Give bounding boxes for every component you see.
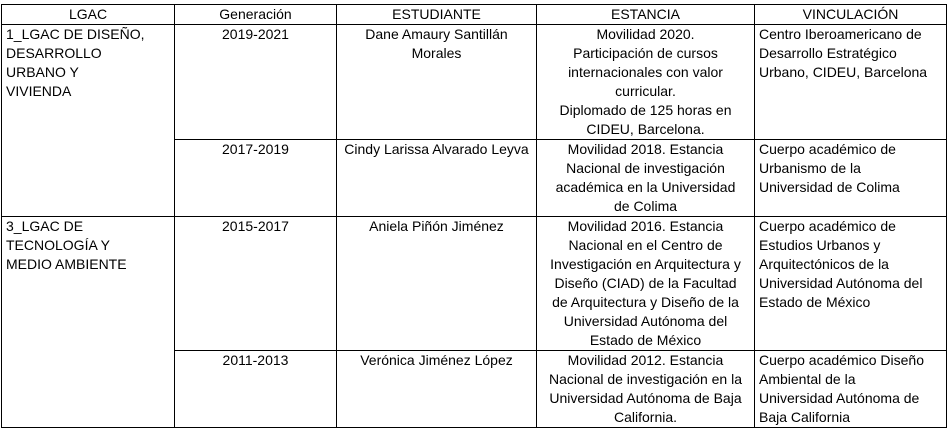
estancia-line: Movilidad 2012. Estancia [567,352,724,368]
header-estancia: ESTANCIA [537,5,755,25]
lgac-line: 3_LGAC DE [6,218,84,234]
lgac-students-table [1,4,947,428]
estancia-line: Movilidad 2016. Estancia [567,218,724,234]
lgac-line: URBANO Y [6,64,79,80]
estancia-line: de Arquitectura y Diseño de la [552,294,739,310]
vinculacion-line: Urbanismo de la [759,160,861,176]
generacion-cell: 2011-2013 [175,351,337,428]
estudiante-cell [337,140,537,217]
vinculacion-line: Estado de México [759,294,871,310]
vinculacion-line: Universidad Autónoma del [759,275,923,291]
estancia-line: Nacional en el Centro de [568,237,723,253]
estancia-line: California. [613,409,678,425]
vinculacion-line: Ambiental de la [759,371,856,387]
lgac-cell [2,25,175,217]
lgac-cell [2,217,175,428]
estancia-line: Nacional de investigación [566,160,725,176]
vinculacion-line: Urbano, CIDEU, Barcelona [759,64,928,80]
vinculacion-cell [755,217,947,351]
vinculacion-cell [755,25,947,140]
estancia-line: CIDEU, Barcelona. [586,121,705,137]
vinculacion-line: Desarrollo Estratégico [759,45,897,61]
estancia-line: Participación de cursos [573,45,718,61]
estancia-line: Nacional de investigación en la [548,371,742,387]
header-vinculacion: VINCULACIÓN [755,5,947,25]
estudiante-line: Cindy Larissa Alvarado Leyva [344,141,529,157]
estancia-line: Movilidad 2018. Estancia [567,141,724,157]
estudiante-line: Verónica Jiménez López [360,352,513,368]
estancia-line: Investigación en Arquitectura y [550,256,741,272]
vinculacion-line: Cuerpo académico de [759,218,896,234]
estancia-line: internacionales con valor [568,64,723,80]
table-header-row [2,5,947,25]
estudiante-line: Morales [411,45,462,61]
estancia-line: Universidad Autónoma del [563,313,728,329]
header-estudiante: ESTUDIANTE [337,5,537,25]
estudiante-cell [337,217,537,351]
generacion-cell: 2019-2021 [175,25,337,140]
lgac-line: TECNOLOGÍA Y [6,237,110,253]
estancia-line: Movilidad 2020. [596,26,695,42]
header-generacion: Generación [175,5,337,25]
estudiante-cell [337,25,537,140]
estancia-cell [537,25,755,140]
table-row [2,217,947,351]
vinculacion-line: Baja California [759,409,851,425]
vinculacion-line: Cuerpo académico de [759,141,896,157]
lgac-line: VIVIENDA [6,83,72,99]
table-row [2,25,947,140]
vinculacion-line: Cuerpo académico Diseño [759,352,924,368]
estancia-line: académica en la Universidad [555,179,736,195]
generacion-cell: 2017-2019 [175,140,337,217]
vinculacion-line: Universidad Autónoma de [759,390,920,406]
lgac-line: 1_LGAC DE DISEÑO, [6,26,145,42]
estancia-line: curricular. [615,83,676,99]
vinculacion-line: Universidad de Colima [759,179,900,195]
vinculacion-line: Estudios Urbanos y [759,237,881,253]
estancia-cell [537,217,755,351]
estancia-cell [537,140,755,217]
estancia-line: Estado de México [589,332,702,348]
vinculacion-cell [755,140,947,217]
estancia-line: Diseño (CIAD) de la Facultad [554,275,737,291]
lgac-line: DESARROLLO [6,45,102,61]
estudiante-line: Aniela Piñón Jiménez [369,218,504,234]
estancia-line: Universidad Autónoma de Baja [549,390,742,406]
vinculacion-line: Centro Iberoamericano de [759,26,922,42]
header-lgac: LGAC [2,5,175,25]
estancia-line: Diplomado de 125 horas en [559,102,732,118]
generacion-cell: 2015-2017 [175,217,337,351]
lgac-line: MEDIO AMBIENTE [6,256,127,272]
estudiante-line: Dane Amaury Santillán [365,26,508,42]
vinculacion-line: Arquitectónicos de la [759,256,889,272]
estancia-line: de Colima [613,198,678,214]
